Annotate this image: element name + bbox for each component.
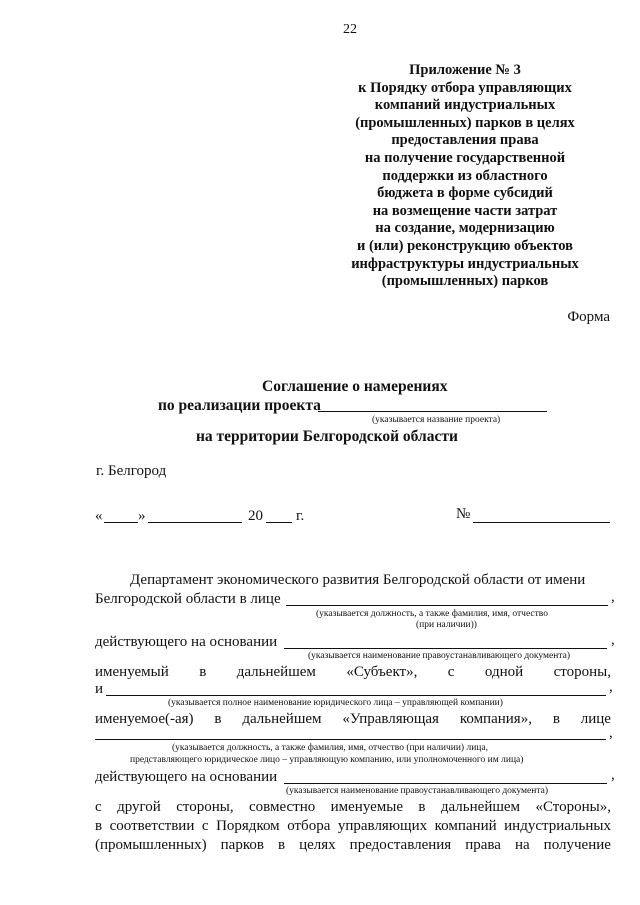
- project-name-hint: (указывается название проекта): [372, 415, 501, 425]
- word: «Управляющая: [342, 711, 439, 727]
- appendix-line: (промышленных) парков: [381, 273, 549, 290]
- year-suffix: г.: [296, 508, 305, 524]
- word: получение: [543, 837, 611, 853]
- month-line[interactable]: [148, 508, 242, 523]
- company-name-hint: (указывается полное наименование юридического лица – управляющей компании): [168, 698, 503, 708]
- agreement-subtitle: по реализации проекта: [158, 397, 321, 414]
- comma: ,: [611, 589, 615, 605]
- word: индустриальных: [504, 818, 611, 834]
- company-name-line[interactable]: [106, 681, 606, 696]
- company-representative-hint-2: представляющего юридическое лицо – управляющую компанию, или уполномоченного им лица): [130, 755, 524, 765]
- word: дальнейшем: [236, 664, 316, 680]
- word: «Стороны»,: [535, 799, 611, 815]
- basis-document-line-2[interactable]: [284, 769, 607, 784]
- appendix-line: бюджета в форме субсидий: [377, 185, 553, 202]
- comma: ,: [609, 725, 613, 741]
- word: с: [447, 664, 455, 680]
- word: в: [277, 837, 286, 853]
- appendix-line: поддержки из областного: [382, 167, 548, 184]
- agreement-territory: на территории Белгородской области: [196, 428, 458, 445]
- city-label: г. Белгород: [96, 463, 167, 479]
- day-line[interactable]: [104, 508, 138, 523]
- appendix-line: (промышленных) парков в целях: [355, 114, 575, 131]
- basis-document-hint: (указывается наименование правоустанавливающего документа): [308, 651, 570, 661]
- acting-basis-label: действующего на основании: [95, 634, 278, 650]
- year-line[interactable]: [266, 508, 292, 523]
- word: в: [199, 664, 207, 680]
- accordance-row: [95, 818, 611, 835]
- basis-document-line[interactable]: [284, 634, 607, 649]
- word: управляющих: [337, 818, 428, 834]
- comma: ,: [611, 767, 615, 783]
- subject-representative-line[interactable]: [286, 591, 608, 606]
- close-quote: »: [138, 508, 146, 524]
- parks-row: [95, 837, 611, 854]
- word: совместно: [248, 799, 316, 815]
- appendix-line: и (или) реконструкцию объектов: [356, 237, 574, 254]
- appendix-line: к Порядку отбора управляющих: [358, 79, 572, 96]
- appendix-line: на возмещение части затрат: [372, 202, 558, 219]
- word: в: [552, 711, 560, 727]
- word: в: [95, 818, 103, 834]
- number-label: №: [456, 506, 471, 522]
- and-label: и: [95, 681, 104, 697]
- appendix-line: на создание, модернизацию: [375, 220, 555, 237]
- form-label: Форма: [567, 309, 610, 325]
- word: парков: [220, 837, 264, 853]
- basis-document-hint-2: (указывается наименование правоустанавливающего документа): [286, 786, 548, 796]
- word: отбора: [287, 818, 331, 834]
- word: целях: [299, 837, 336, 853]
- word: предоставления: [349, 837, 452, 853]
- page-number: 22: [343, 22, 357, 37]
- word: (промышленных): [95, 837, 207, 853]
- other-side-row: [95, 799, 611, 816]
- word: с: [95, 799, 102, 815]
- acting-basis-label-2: действующего на основании: [95, 769, 278, 785]
- appendix-header: [320, 62, 610, 291]
- word: компаний: [434, 818, 497, 834]
- comma: ,: [611, 632, 615, 648]
- word: на: [514, 837, 530, 853]
- paragraph-start: Департамент экономического развития Белгородской области от имени: [130, 572, 586, 588]
- company-naming-row: [95, 711, 611, 728]
- subject-naming-row: [95, 664, 611, 681]
- word: лице: [580, 711, 611, 727]
- appendix-line: Приложение № 3: [409, 62, 521, 78]
- word: дальнейшем: [440, 799, 521, 815]
- word: другой: [117, 799, 161, 815]
- word: компания»,: [459, 711, 532, 727]
- appendix-line: на получение государственной: [364, 149, 566, 166]
- open-quote: «: [95, 508, 103, 524]
- word: «Субъект»,: [346, 664, 418, 680]
- company-representative-hint: (указывается должность, а также фамилия, имя, отчество (при наличии) лица,: [172, 743, 488, 753]
- word: в: [214, 711, 222, 727]
- year-prefix: 20: [248, 508, 263, 524]
- subject-in-person-label: Белгородской области в лице: [95, 591, 281, 607]
- word: именуемое(-ая): [95, 711, 194, 727]
- number-line[interactable]: [473, 508, 610, 523]
- word: соответствии: [109, 818, 195, 834]
- word: права: [465, 837, 501, 853]
- representative-hint-2: (при наличии)): [416, 620, 477, 630]
- word: Порядком: [216, 818, 280, 834]
- company-representative-line[interactable]: [95, 727, 606, 740]
- representative-hint: (указывается должность, а также фамилия, имя, отчество: [316, 609, 548, 619]
- project-name-line[interactable]: [318, 397, 547, 412]
- appendix-line: инфраструктуры индустриальных: [351, 255, 579, 272]
- word: с: [201, 818, 209, 834]
- comma: ,: [609, 679, 613, 695]
- word: именуемые: [330, 799, 404, 815]
- agreement-title: Соглашение о намерениях: [262, 378, 448, 395]
- word: в: [418, 799, 426, 815]
- word: именуемый: [95, 664, 169, 680]
- word: стороны,: [176, 799, 234, 815]
- word: стороны,: [553, 664, 611, 680]
- word: одной: [484, 664, 524, 680]
- word: дальнейшем: [242, 711, 322, 727]
- appendix-line: предоставления права: [391, 132, 539, 149]
- appendix-line: компаний индустриальных: [374, 97, 556, 114]
